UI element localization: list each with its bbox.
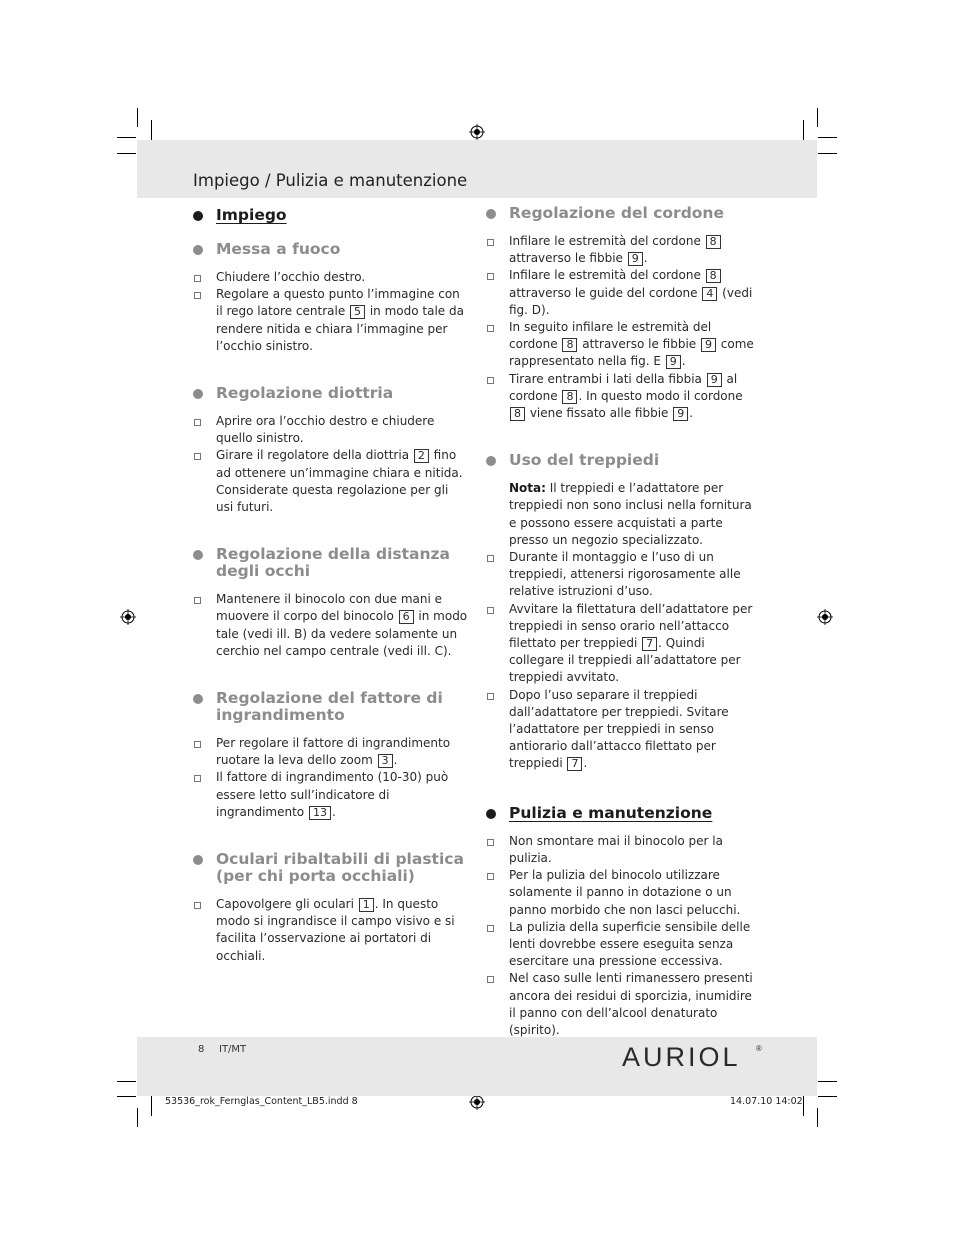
section-heading xyxy=(193,851,468,885)
list-item: Girare il regolatore della diottria 2 fino ad ottenere un’immagine chiara e nitida. Considerate questa regolazione per gli usi futuri. xyxy=(193,447,468,516)
list-item: Dopo l’uso separare il treppiedi dall’adattatore per treppiedi. Svitare l’adattatore per treppiedi in senso antiorario dall’attacco filettato per treppiedi 7 . xyxy=(486,687,761,773)
list-item: Nel caso sulle lenti rimanessero presenti ancora dei residui di sporcizia, inumidire il panno con dell’alcool denaturato (spirito). xyxy=(486,970,761,1039)
crop-mark xyxy=(817,1108,818,1127)
spacer xyxy=(193,660,468,690)
section-heading xyxy=(486,205,761,222)
spacer xyxy=(193,355,468,385)
checkbox-bullet-icon xyxy=(194,275,201,282)
page-title: Impiego / Pulizia e manutenzione xyxy=(193,171,468,190)
instruction-list xyxy=(193,896,468,965)
spacer xyxy=(486,222,761,233)
part-number-badge: 9 xyxy=(707,373,722,387)
crop-mark xyxy=(117,137,136,138)
checkbox-bullet-icon xyxy=(487,607,494,614)
crop-mark xyxy=(818,137,837,138)
checkbox-bullet-icon xyxy=(194,419,201,426)
section-heading-text: Pulizia e manutenzione xyxy=(509,803,713,822)
heading-bullet-icon xyxy=(193,550,203,560)
part-number-badge: 9 xyxy=(673,407,688,421)
part-number-badge: 5 xyxy=(350,305,365,319)
language-code: IT/MT xyxy=(219,1044,247,1055)
spacer xyxy=(193,724,468,735)
spacer xyxy=(193,402,468,413)
part-number-badge: 8 xyxy=(706,235,721,249)
crop-mark xyxy=(117,153,136,154)
part-number-badge: 7 xyxy=(567,757,582,771)
list-item: Durante il montaggio e l’uso di un treppiedi, attenersi rigorosamente alle relative istruzioni d’uso. xyxy=(486,549,761,601)
part-number-badge: 8 xyxy=(562,338,577,352)
slug-filename: 53536_rok_Fernglas_Content_LB5.indd 8 xyxy=(165,1096,358,1107)
checkbox-bullet-icon xyxy=(487,925,494,932)
list-item: Avvitare la filettatura dell’adattatore per treppiedi in senso orario nell’attacco filettato per treppiedi 7 . Quindi collegare il treppiedi all’adattatore per treppiedi avvitato. xyxy=(486,601,761,687)
list-item: Per regolare il fattore di ingrandimento ruotare la leva dello zoom 3 . xyxy=(193,735,468,769)
part-number-badge: 2 xyxy=(414,449,429,463)
registration-mark-icon xyxy=(469,124,485,140)
spacer xyxy=(193,821,468,851)
checkbox-bullet-icon xyxy=(194,902,201,909)
checkbox-bullet-icon xyxy=(487,377,494,384)
brand-logo xyxy=(620,1040,765,1072)
list-item: Aprire ora l’occhio destro e chiudere quello sinistro. xyxy=(193,413,468,447)
section-heading-main: Impiego xyxy=(193,207,287,224)
instruction-list xyxy=(486,233,761,422)
heading-bullet-icon xyxy=(486,809,496,819)
checkbox-bullet-icon xyxy=(194,597,201,604)
spacer xyxy=(486,422,761,452)
part-number-badge: 8 xyxy=(510,407,525,421)
list-item: Capovolgere gli oculari 1 . In questo modo si ingrandisce il campo visivo e si facilita l’osservazione ai portatori di occhiali. xyxy=(193,896,468,965)
section-heading xyxy=(193,385,468,402)
list-item: La pulizia della superficie sensibile delle lenti dovrebbe essere eseguita senza esercitare una pressione eccessiva. xyxy=(486,919,761,971)
heading-bullet-icon xyxy=(193,694,203,704)
note-paragraph: Nota: Il treppiedi e l’adattatore per treppiedi non sono inclusi nella fornitura e possono essere acquistati a parte presso un negozio specializzato. xyxy=(509,481,752,547)
part-number-badge: 7 xyxy=(642,637,657,651)
checkbox-bullet-icon xyxy=(487,839,494,846)
part-number-badge: 6 xyxy=(399,610,414,624)
crop-mark xyxy=(818,1081,837,1082)
section-heading-text: Oculari ribaltabili di plastica (per chi porta occhiali) xyxy=(216,850,464,886)
registration-mark-icon xyxy=(469,1094,485,1110)
part-number-badge: 9 xyxy=(701,338,716,352)
checkbox-bullet-icon xyxy=(487,976,494,983)
spacer xyxy=(486,469,761,480)
list-item: Tirare entrambi i lati della fibbia 9 al cordone 8 . In questo modo il cordone 8 viene fissato alle fibbie 9 . xyxy=(486,371,761,423)
spacer xyxy=(193,258,468,269)
spacer xyxy=(486,822,761,833)
brand-registered-mark: ® xyxy=(756,1044,762,1053)
heading-bullet-icon xyxy=(193,211,203,221)
checkbox-bullet-icon xyxy=(487,239,494,246)
checkbox-bullet-icon xyxy=(487,325,494,332)
instruction-list xyxy=(193,591,468,660)
brand-logo-text: AURIOL xyxy=(622,1042,741,1072)
instruction-list xyxy=(193,269,468,355)
instruction-list xyxy=(486,833,761,1039)
section-heading-text: Regolazione diottria xyxy=(216,384,394,403)
instruction-list xyxy=(193,413,468,516)
checkbox-bullet-icon xyxy=(194,775,201,782)
section-heading-text: Regolazione della distanza degli occhi xyxy=(216,545,450,581)
checkbox-bullet-icon xyxy=(487,873,494,880)
list-item: Per la pulizia del binocolo utilizzare solamente il panno in dotazione o un panno morbido che non lasci pelucchi. xyxy=(486,867,761,919)
slug-timestamp: 14.07.10 14:02 xyxy=(730,1096,803,1107)
crop-mark xyxy=(117,1096,136,1097)
part-number-badge: 9 xyxy=(628,252,643,266)
section-heading-text: Messa a fuoco xyxy=(216,240,341,258)
heading-bullet-icon xyxy=(486,209,496,219)
part-number-badge: 4 xyxy=(702,287,717,301)
left-column xyxy=(193,205,468,965)
part-number-badge: 13 xyxy=(309,806,331,820)
registration-mark-icon xyxy=(817,609,833,625)
list-item: Mantenere il binocolo con due mani e muovere il corpo del binocolo 6 in modo tale (vedi ill. B) da vedere solamente un cerchio nel campo centrale (vedi ill. C). xyxy=(193,591,468,660)
section-heading xyxy=(193,241,468,258)
checkbox-bullet-icon xyxy=(194,453,201,460)
part-number-badge: 1 xyxy=(359,898,374,912)
spacer xyxy=(193,580,468,591)
crop-mark xyxy=(117,1081,136,1082)
spacer xyxy=(193,516,468,546)
part-number-badge: 3 xyxy=(378,754,393,768)
section-heading-text: Regolazione del fattore di ingrandimento xyxy=(216,689,443,725)
section-heading-text: Regolazione del cordone xyxy=(509,204,724,222)
section-heading xyxy=(193,546,468,580)
list-item: Regolare a questo punto l’immagine con il rego latore centrale 5 in modo tale da rendere nitida e chiara l’immagine per l’occhio sinistro. xyxy=(193,286,468,355)
crop-mark xyxy=(137,108,138,127)
note-label: Nota: xyxy=(509,481,546,496)
crop-mark xyxy=(137,1108,138,1127)
registration-mark-icon xyxy=(120,609,136,625)
crop-mark xyxy=(817,108,818,127)
instruction-list xyxy=(486,549,761,773)
part-number-badge: 8 xyxy=(562,390,577,404)
part-number-badge: 9 xyxy=(666,355,681,369)
list-item: Infilare le estremità del cordone 8 attraverso le fibbie 9 . xyxy=(486,233,761,267)
heading-bullet-icon xyxy=(193,389,203,399)
list-item: Chiudere l’occhio destro. xyxy=(193,269,468,286)
page-number: 8 xyxy=(198,1044,205,1055)
section-heading xyxy=(193,690,468,724)
list-item: In seguito infilare le estremità del cordone 8 attraverso le fibbie 9 come rappresentato nella fig. E 9 . xyxy=(486,319,761,371)
checkbox-bullet-icon xyxy=(487,555,494,562)
right-sections xyxy=(486,205,761,1039)
crop-mark xyxy=(818,153,837,154)
instruction-list xyxy=(193,735,468,821)
crop-mark xyxy=(818,1096,837,1097)
list-item: Non smontare mai il binocolo per la pulizia. xyxy=(486,833,761,867)
checkbox-bullet-icon xyxy=(194,292,201,299)
section-heading xyxy=(486,452,761,469)
left-sections xyxy=(193,241,468,965)
section-heading xyxy=(486,805,712,822)
right-column xyxy=(486,205,761,1039)
list-item: Infilare le estremità del cordone 8 attraverso le guide del cordone 4 (vedi fig. D). xyxy=(486,267,761,319)
heading-bullet-icon xyxy=(486,456,496,466)
heading-bullet-icon xyxy=(193,855,203,865)
spacer xyxy=(193,885,468,896)
heading-bullet-icon xyxy=(193,245,203,255)
checkbox-bullet-icon xyxy=(194,741,201,748)
list-item: Il fattore di ingrandimento (10-30) può essere letto sull’indicatore di ingrandimento 13 . xyxy=(193,769,468,821)
checkbox-bullet-icon xyxy=(487,273,494,280)
part-number-badge: 8 xyxy=(706,269,721,283)
spacer xyxy=(486,773,761,803)
section-heading-text: Uso del treppiedi xyxy=(509,451,660,470)
checkbox-bullet-icon xyxy=(487,693,494,700)
